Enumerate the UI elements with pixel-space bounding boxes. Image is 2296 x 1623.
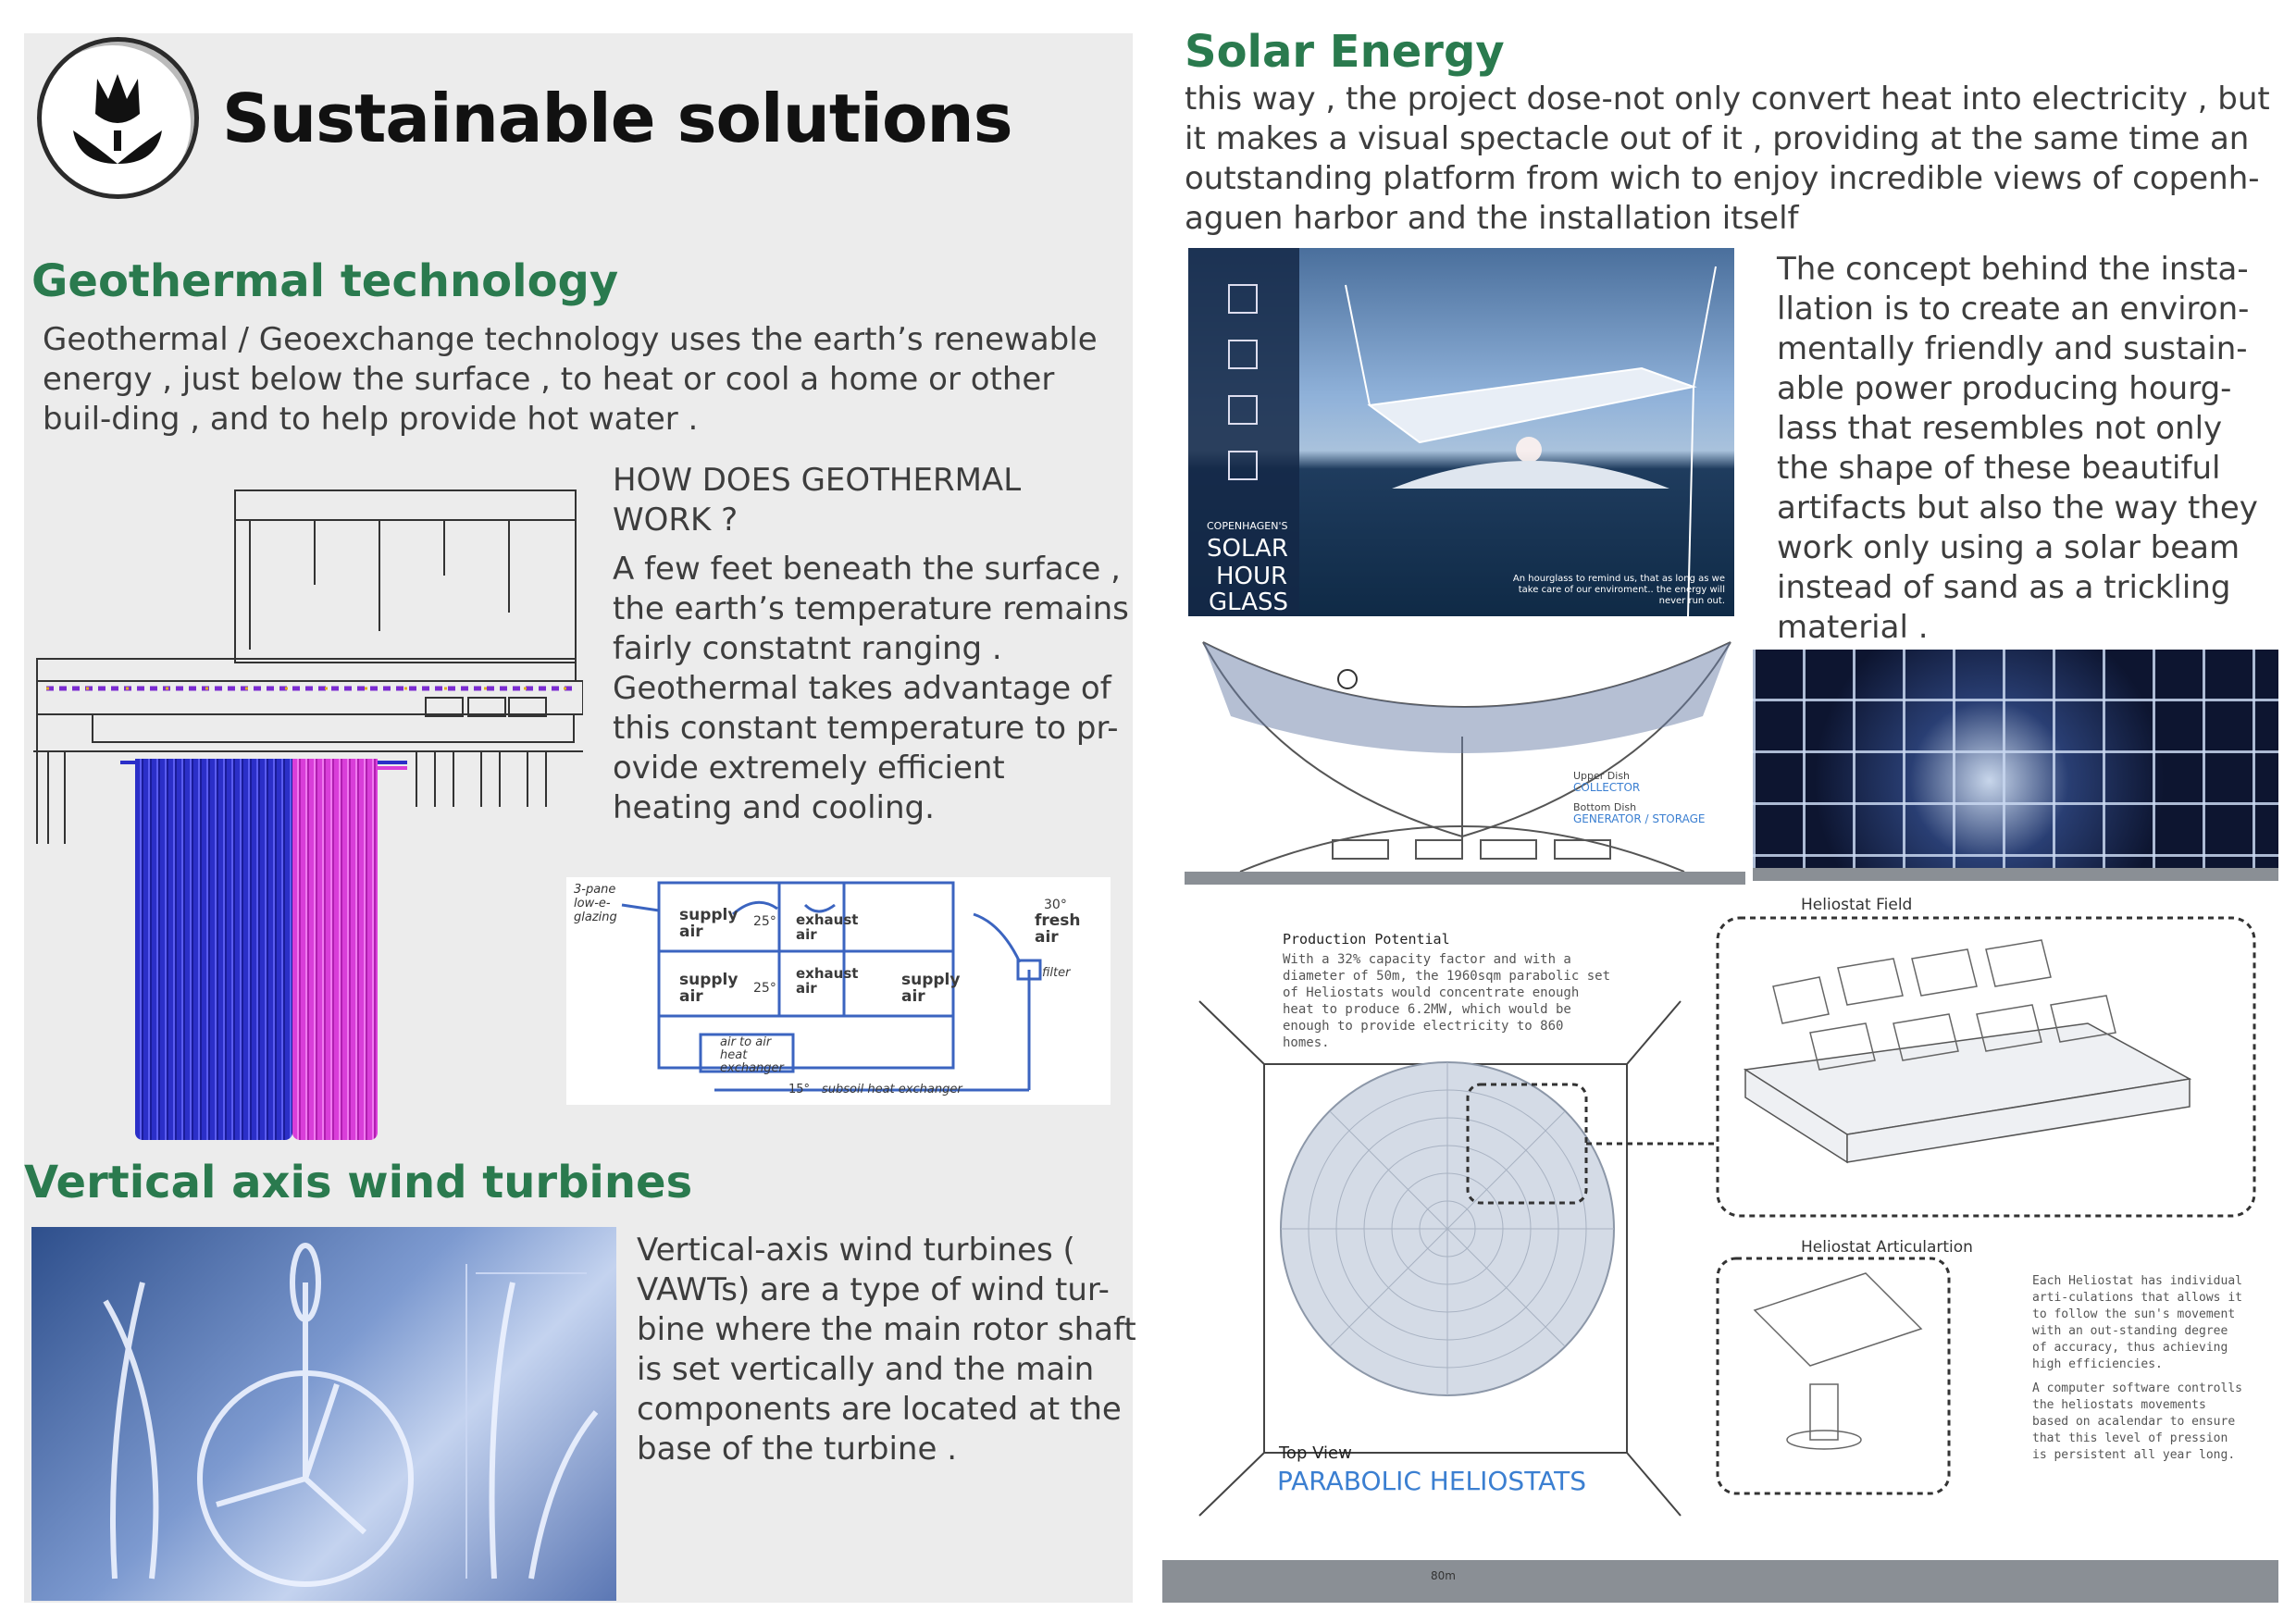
exhaust-air-label-1: exhaust air <box>796 911 859 943</box>
geothermal-question: HOW DOES GEOTHERMAL WORK ? <box>613 462 1022 539</box>
heliostat-board <box>1162 885 2278 1603</box>
page-title: Sustainable solutions <box>222 80 1012 157</box>
geothermal-answer: A few feet beneath the surface , the earth’s temperature remains fairly constatnt ranging . Geothermal takes advantage of this constant temperature to pr-ovide extremely efficient heating and cooling. <box>613 551 1129 826</box>
generator-label: GENERATOR / STORAGE <box>1573 812 1706 825</box>
production-text: With a 32% capacity factor and with a diameter of 50m, the 1960sqm parabolic set of Heliostats would concentrate enough heat to produce 6.2MW, which would be enough to provide electricity to 860 homes. <box>1283 952 1611 1050</box>
supply-air-label-2: supply air <box>679 971 738 1006</box>
tulip-logo-icon <box>37 37 199 199</box>
heat-exchanger-label: air to air heat exchanger <box>720 1035 784 1075</box>
hourglass-label-small: COPENHAGEN'S <box>1207 520 1288 532</box>
ground-loop-pipes-magenta <box>292 759 378 1140</box>
hourglass-quote: An hourglass to remind us, that as long as we take care of our enviroment.. the energy will never run out. <box>1512 574 1725 606</box>
temp-label-1: 25° <box>753 914 776 929</box>
ventilation-diagram <box>566 877 1111 1105</box>
solar-hourglass-photo <box>1188 248 1734 616</box>
fresh-air-label: fresh air <box>1035 911 1081 947</box>
wind-turbine-photo <box>31 1227 616 1601</box>
top-view-label: Top View <box>1279 1443 1352 1463</box>
wind-heading: Vertical axis wind turbines <box>24 1157 693 1208</box>
bottom-dish-label: Bottom Dish <box>1573 801 1637 813</box>
temp-label-2: 25° <box>753 981 776 996</box>
articulation-text-1: Each Heliostat has individual arti-culations that allows it to follow the sun's movement with an out-standing degree of accuracy, thus achieving high efficiencies. <box>2032 1274 2242 1371</box>
solar-intro: this way , the project dose-not only convert heat into electricity , but it makes a visual spectacle out of it , providing at the same time an outstanding platform from wich to enjoy incredible views of copenh-aguen harbor and the installation itself <box>1185 81 2270 237</box>
glazing-label: 3-pane low-e-glazing <box>574 883 617 924</box>
production-title: Production Potential <box>1283 931 1450 948</box>
fresh-air-temp-label: 30° <box>1044 898 1067 912</box>
geothermal-intro: Geothermal / Geoexchange technology uses the earth’s renewable energy , just below the surface , to heat or cool a home or other buil-ding , and to help provide hot water . <box>43 321 1098 438</box>
supply-air-label-3: supply air <box>901 971 961 1006</box>
ground-loop-pipes-blue <box>135 759 292 1140</box>
subsoil-temp-label: 15° <box>788 1083 811 1096</box>
solar-concept: The concept behind the insta-llation is to create an environ-mentally friendly and sustain-able power producing hourg-lass that resembles not only the shape of these beautiful artifacts but also the way they work only using a solar beam instead of sand as a trickling material . <box>1777 251 2258 646</box>
hourglass-label-hour: HOUR <box>1216 563 1288 590</box>
heliostat-field-label: Heliostat Field <box>1801 896 1913 914</box>
hourglass-label-glass: GLASS <box>1209 588 1289 616</box>
exhaust-air-label-2: exhaust air <box>796 965 859 997</box>
supply-air-label-1: supply air <box>679 906 738 941</box>
parabolic-heliostats-label: PARABOLIC HELIOSTATS <box>1277 1466 1586 1496</box>
hourglass-section-drawing <box>1185 633 1745 885</box>
heliostat-articulation-label: Heliostat Articulartion <box>1801 1238 1973 1257</box>
filter-label: filter <box>1042 966 1071 980</box>
hourglass-label-solar: SOLAR <box>1207 535 1288 563</box>
subsoil-label: subsoil heat exchanger <box>822 1083 962 1096</box>
solar-panel-photo <box>1753 650 2278 881</box>
solar-heading: Solar Energy <box>1185 26 1505 78</box>
geothermal-heading: Geothermal technology <box>31 255 619 307</box>
scale-label: 80m <box>1431 1569 1456 1582</box>
upper-dish-label: Upper Dish <box>1573 770 1631 782</box>
wind-text: Vertical-axis wind turbines ( VAWTs) are a type of wind tur-bine where the main rotor shaft is set vertically and the main components are located at the base of the turbine . <box>637 1232 1136 1468</box>
collector-label: COLLECTOR <box>1573 781 1641 794</box>
articulation-text-2: A computer software controlls the heliostats movements based on acalendar to ensure that this level of pression is persistent all year long. <box>2032 1381 2242 1462</box>
scale-bar <box>1162 1560 2278 1603</box>
